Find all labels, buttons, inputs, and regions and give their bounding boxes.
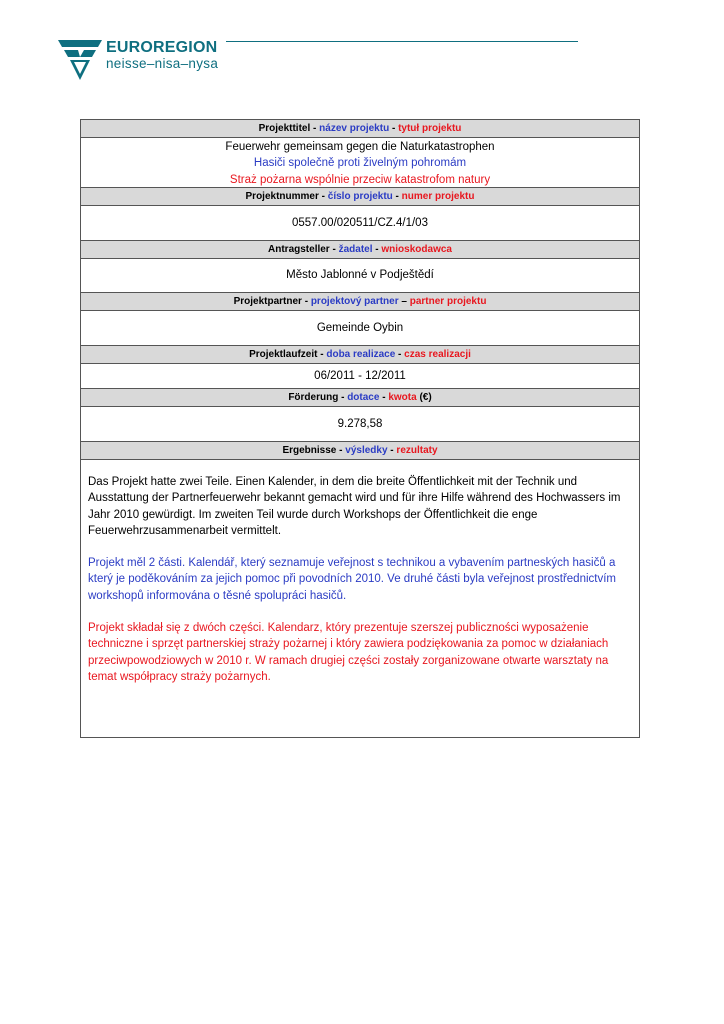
partner-header-row [81,293,639,311]
header-separator: - [379,392,389,403]
currency-label: (€) [416,392,432,403]
header-separator: - [336,445,346,456]
header-label-de: Antragsteller [268,244,330,255]
results-text-pl: Projekt składał się z dwóch części. Kalendarz, który prezentuje szerszej publiczności wyposażenie techniczne i sprzęt partnerskiej straży pożarnej i który zawiera podziękowania za pomoc w działaniach przeciwpowodziowych w 2010 r. W ramach drugiej części zostały zorganizowane otwarte warsztaty na temat współpracy straży pożarnych. [88,622,609,683]
logo-title: EUROREGION [106,39,218,56]
results-header-row [81,442,639,460]
results-text-cz: Projekt měl 2 části. Kalendář, který seznamuje veřejnost s technikou a vybavením partneských hasičů a který je poděkováním za jejich pomoc při povodních 2010. Ve druhé části byla veřejnost prostřednictvím workshopů informována o těsné spolupráci hasičů. [88,557,617,602]
title-header-row [81,120,639,138]
header-label-pl: tytuł projektu [398,123,462,134]
title-de: Feuerwehr gemeinsam gegen die Naturkatastrophen [225,141,495,153]
duration-header-row [81,346,639,364]
header-separator: - [338,392,348,403]
header-label-pl: kwota [388,392,417,403]
header-label-cz: název projektu [319,123,390,134]
header-separator: - [317,349,327,360]
project-number: 0557.00/020511/CZ.4/1/03 [292,217,428,229]
results-body [81,460,639,737]
header-label-pl: wnioskodawca [381,244,452,255]
project-duration: 06/2011 - 12/2011 [314,370,406,382]
funding-header-row [81,389,639,407]
number-header-row [81,188,639,206]
logo-text [106,39,218,71]
header-label-de: Projektnummer [245,191,319,202]
applicant-header-row [81,241,639,259]
header-separator: - [301,296,311,307]
partner-value-row [81,311,639,346]
header-label-cz: doba realizace [326,349,396,360]
funding-amount: 9.278,58 [337,418,383,430]
header-separator: - [392,191,402,202]
title-value-row [81,138,639,188]
duration-value-row [81,364,639,389]
partner-name: Gemeinde Oybin [316,322,404,334]
header-label-cz: projektový partner [310,296,399,307]
header-separator: - [389,123,399,134]
header-label-cz: dotace [347,392,380,403]
header-label-de: Förderung [288,392,339,403]
header-label-pl: czas realizacji [404,349,471,360]
applicant-value-row [81,259,639,293]
applicant-name: Město Jablonné v Podještědí [286,269,434,281]
header-separator: - [372,244,382,255]
header-label-pl: partner projektu [409,296,487,307]
results-text-de: Das Projekt hatte zwei Teile. Einen Kalender, in dem die breite Öffentlichkeit mit der Technik und Ausstattung der Partnerfeuerwehr bekannt gemacht wird und für ihre Hilfe während des Hochwassers im Jahr 2010 gewürdigt. Im zweiten Teil wurde durch Workshops der Öffentlichkeit die enge Feuerwehrzusammenarbeit vermittelt. [88,476,621,537]
header-label-de: Projekttitel [258,123,311,134]
logo-subtitle: neisse–nisa–nysa [106,56,219,71]
header-label-pl: numer projektu [401,191,475,202]
document-header [58,38,578,82]
title-cz: Hasiči společně proti živelným pohromám [253,157,467,170]
header-rule [226,41,578,42]
header-label-de: Projektpartner [233,296,302,307]
header-separator: - [318,191,328,202]
title-pl: Straż pożarna wspólnie przeciw katastrofom natury [229,173,491,186]
header-separator: – [398,296,410,307]
header-label-cz: číslo projektu [327,191,393,202]
header-label-de: Projektlaufzeit [249,349,318,360]
header-label-pl: rezultaty [396,445,438,456]
header-separator: - [387,445,397,456]
euroregion-logo-icon [58,38,104,80]
project-info-table [80,119,640,738]
header-label-de: Ergebnisse [282,445,337,456]
funding-value-row [81,407,639,442]
header-label-cz: výsledky [345,445,388,456]
number-value-row [81,206,639,241]
header-separator: - [395,349,405,360]
header-separator: - [310,123,320,134]
header-separator: - [329,244,339,255]
header-label-cz: žadatel [338,244,373,255]
